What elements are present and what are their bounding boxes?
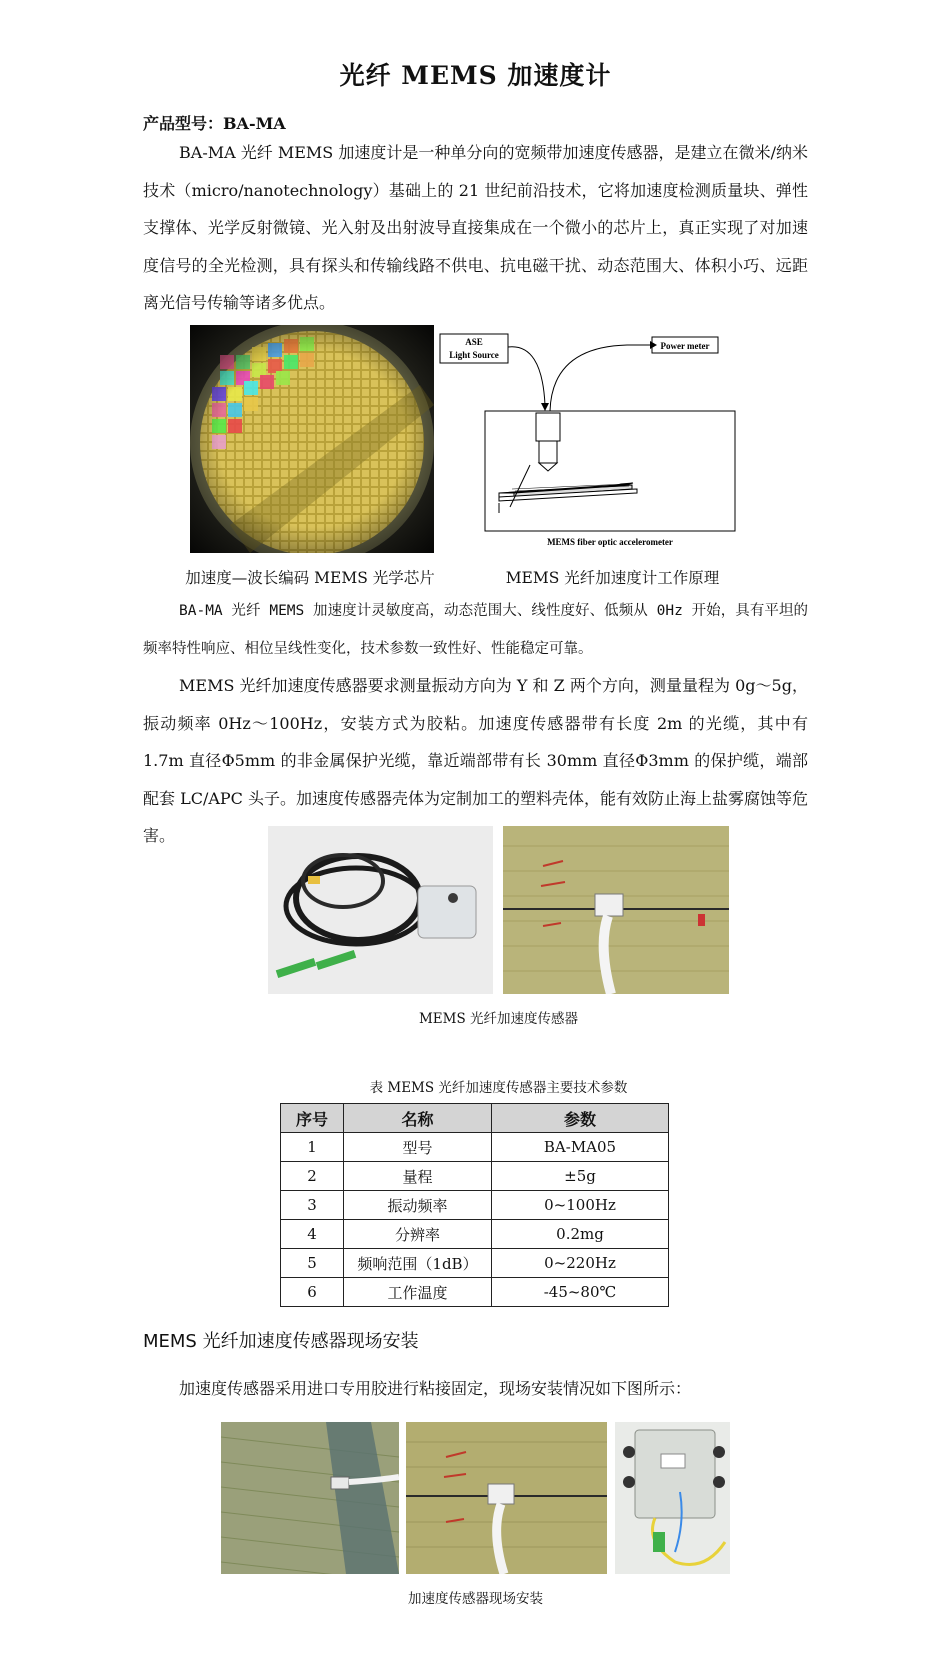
table-caption: 表 MEMS 光纤加速度传感器主要技术参数	[369, 1080, 628, 1096]
table-row	[281, 1133, 669, 1162]
cell-value: BA-MA05	[492, 1133, 669, 1162]
col-header-name: 名称	[344, 1104, 492, 1133]
sensor-mounted-photo	[503, 826, 729, 994]
table-row	[281, 1278, 669, 1307]
para2-text: BA-MA 光纤 MEMS 加速度计灵敏度高，动态范围大、线性度好、低频从 0Hz 开始，具有平坦的频率特性响应、相位呈线性变化，技术参数一致性好、性能稳定可靠。	[143, 603, 808, 657]
table-row	[281, 1191, 669, 1220]
figure1-caption-left: 加速度—波长编码 MEMS 光学芯片	[185, 569, 435, 587]
figure3-caption: 加速度传感器现场安装	[408, 1591, 543, 1607]
cell-value: 0~100Hz	[492, 1191, 669, 1220]
working-principle-diagram	[437, 325, 757, 555]
device-frame	[485, 411, 735, 531]
product-model: 产品型号：BA-MA	[143, 114, 286, 133]
light-source-label: Light Source	[449, 350, 499, 360]
cell-name: 分辨率	[344, 1220, 492, 1249]
col-header-index: 序号	[281, 1104, 344, 1133]
cell-value: 0.2mg	[492, 1220, 669, 1249]
cell-value: -45~80℃	[492, 1278, 669, 1307]
lens-upper	[536, 413, 560, 441]
cell-value: 0~220Hz	[492, 1249, 669, 1278]
install-photo-junction-box	[615, 1422, 730, 1574]
cell-name: 频响范围（1dB）	[344, 1249, 492, 1278]
cell-name: 型号	[344, 1133, 492, 1162]
para3-text: MEMS 光纤加速度传感器要求测量振动方向为 Y 和 Z 两个方向，测量量程为 0g～5g，振动频率 0Hz～100Hz，安装方式为胶粘。加速度传感器带有长度 2m 的光缆，其中有 1.7m 直径Φ5mm 的非金属保护光缆，靠近端部带有长 30mm 直径Φ3mm 的保护缆，端部配套 LC/APC 头子。加速度传感器壳体为定制加工的塑料壳体，能有效防止海上盐雾腐蚀等危害。	[143, 676, 808, 845]
output-fiber-path	[550, 345, 627, 411]
diagram-bottom-label: MEMS fiber optic accelerometer	[547, 537, 673, 547]
ase-label: ASE	[465, 337, 483, 347]
table-row	[281, 1220, 669, 1249]
col-header-value: 参数	[492, 1104, 669, 1133]
cell-name: 振动频率	[344, 1191, 492, 1220]
cell-name: 量程	[344, 1162, 492, 1191]
install-text: 加速度传感器采用进口专用胶进行粘接固定，现场安装情况如下图所示：	[179, 1379, 692, 1398]
table-header-row	[281, 1104, 669, 1133]
input-fiber-path	[508, 347, 545, 405]
cell-name: 工作温度	[344, 1278, 492, 1307]
cell-value: ±5g	[492, 1162, 669, 1191]
cell-index: 4	[281, 1220, 344, 1249]
cell-index: 3	[281, 1191, 344, 1220]
lens-lower	[539, 441, 557, 463]
install-photo-mounted-sensor	[406, 1422, 607, 1574]
intro-text: BA-MA 光纤 MEMS 加速度计是一种单分向的宽频带加速度传感器，是建立在微米/纳米技术（micro/nanotechnology）基础上的 21 世纪前沿技术，它将加速度检测质量块、弹性支撑体、光学反射微镜、光入射及出射波导直接集成在一个微小的芯片上，真正实现了对加速度信号的全光检测，具有探头和传输线路不供电、抗电磁干扰、动态范围大、体积小巧、远距离光信号传输等诸多优点。	[143, 143, 808, 312]
table-row	[281, 1162, 669, 1191]
paragraph-2	[143, 593, 808, 668]
table-row	[281, 1249, 669, 1278]
cell-index: 1	[281, 1133, 344, 1162]
sensor-body	[418, 886, 476, 938]
input-arrow-icon	[541, 403, 549, 411]
page-title: 光纤 MEMS 加速度计	[339, 61, 612, 90]
sensor-with-cable-photo	[268, 826, 493, 994]
install-photo-structure	[221, 1422, 399, 1574]
cell-index: 2	[281, 1162, 344, 1191]
power-meter-label: Power meter	[660, 341, 710, 351]
figure1-caption-right: MEMS 光纤加速度计工作原理	[505, 569, 720, 587]
cell-index: 5	[281, 1249, 344, 1278]
cell-index: 6	[281, 1278, 344, 1307]
figure2-caption: MEMS 光纤加速度传感器	[418, 1011, 579, 1027]
mems-chip-wafer-photo	[190, 325, 434, 553]
spec-table	[280, 1103, 669, 1307]
intro-paragraph	[143, 134, 808, 322]
install-paragraph	[143, 1370, 808, 1408]
section-heading: MEMS 光纤加速度传感器现场安装	[143, 1331, 419, 1352]
